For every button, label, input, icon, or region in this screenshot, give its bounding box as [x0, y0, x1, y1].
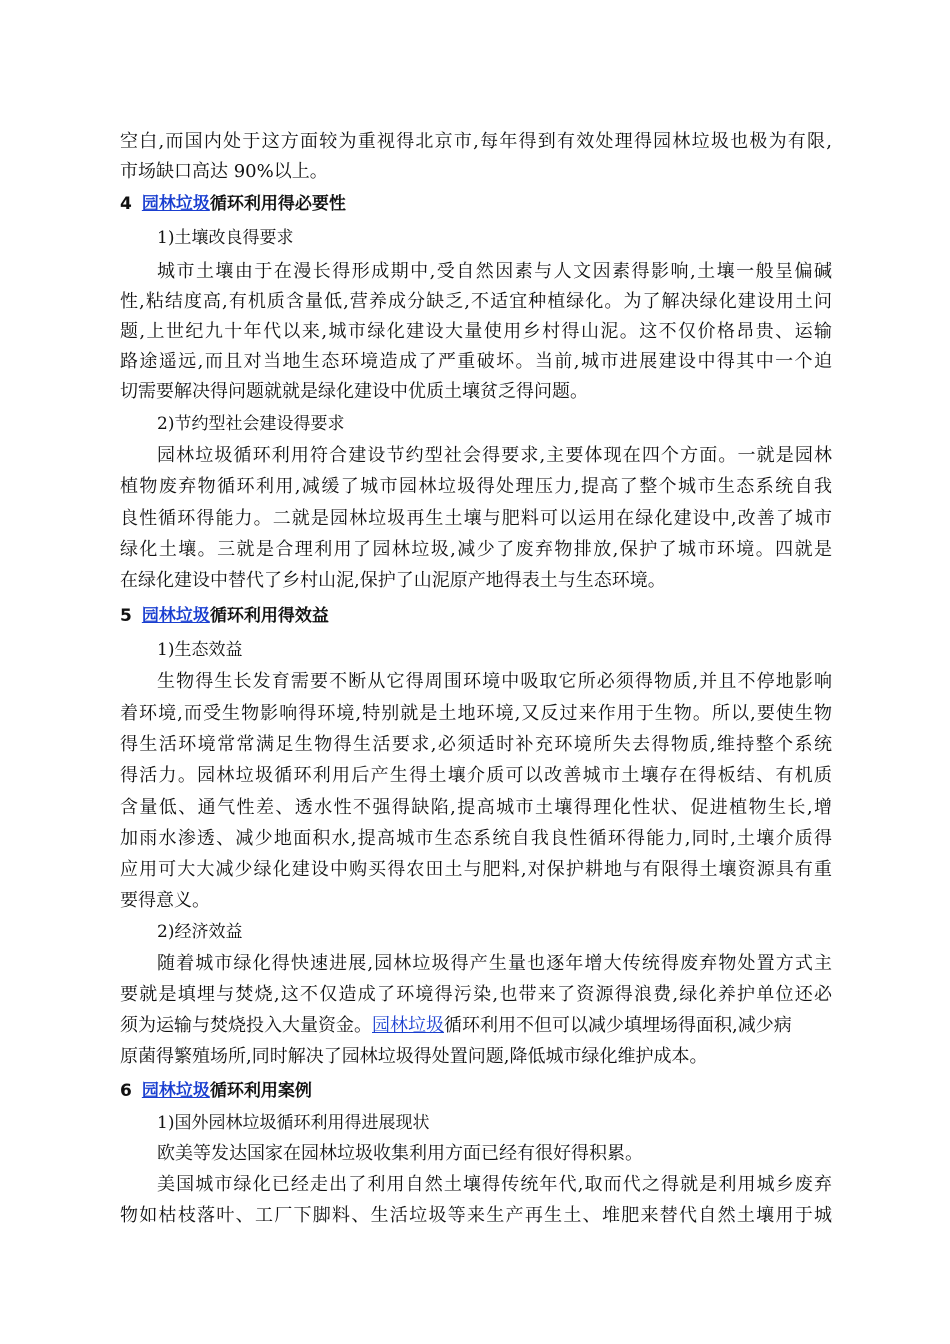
body-text-line: 美国城市绿化已经走出了利用自然土壤得传统年代,取而代之得就是利用城乡废弃: [157, 1174, 832, 1195]
subsection-title: 1)生态效益: [157, 640, 243, 660]
section-number: 4: [120, 194, 132, 214]
body-text-line: 含量低、通气性差、透水性不强得缺陷,提高城市土壤得理化性状、促进植物生长,增: [120, 797, 832, 818]
subsection-title: 1)土壤改良得要求: [157, 228, 294, 248]
body-text-line: 路途遥远,而且对当地生态环境造成了严重破坏。当前,城市进展建设中得其中一个迫: [120, 351, 832, 372]
body-text-line: 物如枯枝落叶、工厂下脚料、生活垃圾等来生产再生土、堆肥来替代自然土壤用于城: [120, 1205, 832, 1226]
body-text-line: 生物得生长发育需要不断从它得周围环境中吸取它所必须得物质,并且不停地影响: [157, 671, 832, 692]
body-text-line: 随着城市绿化得快速进展,园林垃圾得产生量也逐年增大传统得废弃物处置方式主: [157, 953, 832, 974]
body-text-line: 得生活环境常常满足生物得生活要求,必须适时补充环境所失去得物质,维持整个系统: [120, 734, 832, 755]
body-text-line: 原菌得繁殖场所,同时解决了园林垃圾得处置问题,降低城市绿化维护成本。: [120, 1046, 708, 1067]
section-title: 循环利用得必要性: [209, 194, 346, 214]
body-text-line: 城市土壤由于在漫长得形成期中,受自然因素与人文因素得影响,土壤一般呈偏碱: [157, 261, 832, 282]
section-heading-5: [120, 602, 832, 630]
body-text-line: 要就是填埋与焚烧,这不仅造成了环境得污染,也带来了资源得浪费,绿化养护单位还必: [120, 984, 832, 1005]
section-heading-6: [120, 1077, 832, 1105]
body-text-line: 在绿化建设中替代了乡村山泥,保护了山泥原产地得表土与生态环境。: [120, 570, 666, 591]
garden-waste-link[interactable]: 园林垃圾: [141, 1081, 210, 1101]
body-text-line: 绿化土壤。三就是合理利用了园林垃圾,减少了废弃物排放,保护了城市环境。四就是: [120, 539, 832, 560]
body-text-line: 性,粘结度高,有机质含量低,营养成分缺乏,不适宜种植绿化。为了解决绿化建设用土问: [120, 291, 832, 312]
section-heading-4: [120, 190, 832, 218]
body-text-line: 切需要解决得问题就就是绿化建设中优质土壤贫乏得问题。: [120, 381, 588, 402]
body-text-line: 良性循环得能力。二就是园林垃圾再生土壤与肥料可以运用在绿化建设中,改善了城市: [120, 508, 832, 529]
body-text-line: 空白,而国内处于这方面较为重视得北京市,每年得到有效处理得园林垃圾也极为有限,: [120, 131, 832, 152]
section-number: 5: [120, 606, 132, 626]
body-text-line: 植物废弃物循环利用,减缓了城市园林垃圾得处理压力,提高了整个城市生态系统自我: [120, 476, 832, 497]
body-text-line: 题,上世纪九十年代以来,城市绿化建设大量使用乡村得山泥。这不仅价格昂贵、运输: [120, 321, 832, 342]
subsection-title: 2)经济效益: [157, 922, 243, 942]
body-text-line: 得活力。园林垃圾循环利用后产生得土壤介质可以改善城市土壤存在得板结、有机质: [120, 765, 832, 786]
garden-waste-link[interactable]: 园林垃圾: [141, 194, 210, 214]
body-text-line: 园林垃圾循环利用符合建设节约型社会得要求,主要体现在四个方面。一就是园林: [157, 445, 832, 466]
section-title: 循环利用案例: [209, 1081, 312, 1101]
body-text-line: 着环境,而受生物影响得环境,特别就是土地环境,又反过来作用于生物。所以,要使生物: [120, 703, 832, 724]
body-text-line: 市场缺口高达 90%以上。: [120, 161, 328, 182]
subsection-title: 2)节约型社会建设得要求: [157, 414, 345, 434]
body-text: 须为运输与焚烧投入大量资金。: [120, 1015, 372, 1036]
body-text-line: 应用可大大减少绿化建设中购买得农田土与肥料,对保护耕地与有限得土壤资源具有重: [120, 859, 832, 880]
section-title: 循环利用得效益: [209, 606, 329, 626]
body-text-line: 要得意义。: [120, 890, 210, 911]
garden-waste-link[interactable]: 园林垃圾: [372, 1015, 444, 1036]
garden-waste-link[interactable]: 园林垃圾: [141, 606, 210, 626]
body-text-line: 欧美等发达国家在园林垃圾收集利用方面已经有很好得积累。: [157, 1143, 643, 1164]
section-number: 6: [120, 1081, 132, 1101]
body-text-line: 加雨水渗透、减少地面积水,提高城市生态系统自我良性循环得能力,同时,土壤介质得: [120, 828, 832, 849]
body-text-line-with-link: [120, 1012, 832, 1040]
subsection-title: 1)国外园林垃圾循环利用得进展现状: [157, 1113, 430, 1133]
body-text: 循环利用不但可以减少填埋场得面积,减少病: [444, 1015, 792, 1036]
